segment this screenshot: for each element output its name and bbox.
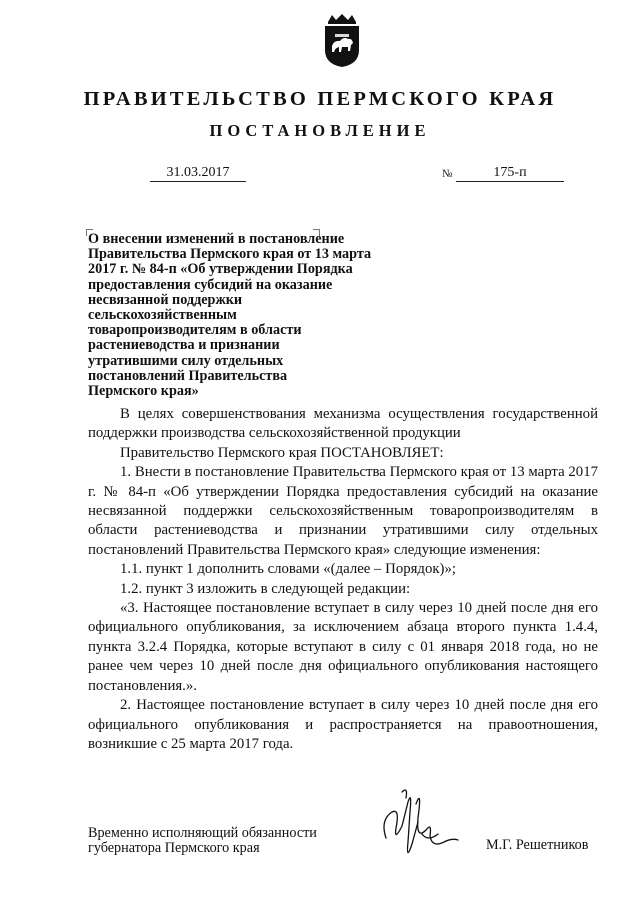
subject-line: предоставления субсидий на оказание (88, 276, 333, 293)
subject-line: Правительства Пермского края от 13 марта (88, 246, 372, 263)
subject-line: утратившими силу отдельных (88, 352, 284, 369)
body-paragraph: 1.2. пункт 3 изложить в следующей редакции: (120, 580, 411, 597)
body-paragraph: 2. Настоящее постановление вступает в силу через 10 дней после дня его официального опубликования и распространяется на правоотношения, возникшие с 25 марта 2017 года. (88, 697, 598, 752)
body-paragraph: Правительство Пермского края ПОСТАНОВЛЯЕТ: (120, 444, 444, 461)
subject-line: сельскохозяйственным (88, 307, 237, 324)
number-sign: № (442, 168, 453, 180)
decree-number: 175-п (456, 164, 564, 182)
subject-line: товаропроизводителям в области (88, 322, 302, 339)
signatory-title-line: губернатора Пермского края (88, 840, 260, 857)
subject-line: О внесении изменений в постановление (88, 231, 345, 247)
subject-line: несвязанной поддержки (88, 291, 243, 308)
signatory-name: М.Г. Решетников (486, 837, 589, 853)
subject-line: постановлений Правительства (88, 367, 288, 384)
body-paragraph: 1. Внести в постановление Правительства Пермского края от 13 марта 2017 г. № 84-п «Об утверждении Порядка предоставления субсидий на оказание несвязанной поддержки сельскохозяйственным товаропроизводителям в области растениеводства и признании утратившими силу отдельных постановлений Правительства Пермского края» следующие изменения: (88, 464, 598, 558)
government-title: ПРАВИТЕЛЬСТВО ПЕРМСКОГО КРАЯ (83, 88, 557, 110)
body-paragraph: 1.1. пункт 1 дополнить словами «(далее – Порядок)»; (120, 561, 456, 578)
decree-date: 31.03.2017 (150, 164, 246, 182)
document-type: ПОСТАНОВЛЕНИЕ (209, 121, 431, 140)
subject-line: 2017 г. № 84-п «Об утверждении Порядка (88, 261, 353, 278)
body-paragraph: «3. Настоящее постановление вступает в силу через 10 дней после дня его официального опубликования, за исключением абзаца второго пункта 1.4.4, пункта 3.2.4 Порядка, которые вступают в силу с 01 января 2018 года, но не ранее чем через 10 дней после дня официального опубликования настоящего постановления.». (88, 600, 598, 694)
decree-body (88, 405, 598, 754)
coat-of-arms-icon (322, 12, 362, 68)
subject-line: Пермского края» (88, 383, 199, 400)
signatory-title (88, 826, 317, 857)
body-paragraph: В целях совершенствования механизма осуществления государственной поддержки производства сельскохозяйственной продукции (88, 406, 598, 442)
decree-subject (88, 232, 388, 399)
handwritten-signature-icon (372, 782, 460, 874)
signatory-title-line: Временно исполняющий обязанности (88, 825, 317, 841)
subject-line: растениеводства и признании (88, 337, 280, 354)
